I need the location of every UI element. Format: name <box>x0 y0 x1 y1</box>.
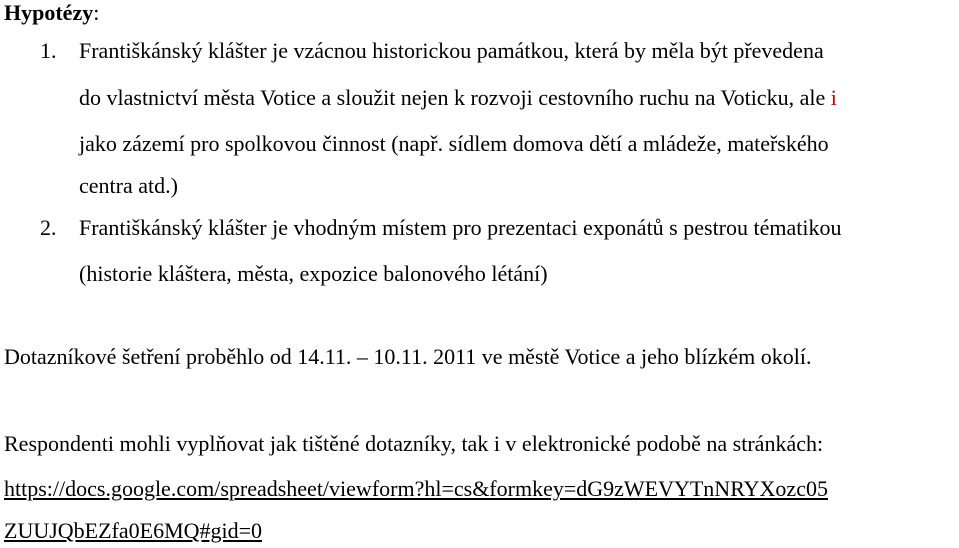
survey-period-text: Dotazníkové šetření proběhlo od 14.11. – 10.11. 2011 ve městě Votice a jeho blízkém okolí. <box>4 344 812 369</box>
survey-link-2[interactable]: ZUUJQbEZfa0E6MQ#gid=0 <box>4 518 263 543</box>
hypothesis-1-text-1: Františkánský klášter je vzácnou historickou památkou, která by měla být převedena <box>79 38 824 63</box>
hypothesis-1-line-2 <box>79 85 837 111</box>
heading-colon: : <box>93 0 100 25</box>
hypothesis-1-line-1 <box>40 38 824 64</box>
hypothesis-1-text-4: centra atd.) <box>79 173 178 198</box>
heading <box>4 0 99 26</box>
respondents-text: Respondenti mohli vyplňovat jak tištěné dotazníky, tak i v elektronické podobě na stránkách: <box>4 431 824 456</box>
hypothesis-2-number: 2. <box>40 215 57 240</box>
hypothesis-1-line-3 <box>79 131 829 157</box>
hypothesis-1-text-2: do vlastnictví města Votice a sloužit nejen k rozvoji cestovního ruchu na Voticku, ale <box>79 85 826 110</box>
hypothesis-2-text-1: Františkánský klášter je vhodným místem pro prezentaci exponátů s pestrou tématikou <box>79 215 842 240</box>
survey-link-line-1 <box>4 476 828 502</box>
hypothesis-2-line-2 <box>79 261 548 287</box>
hypothesis-1-text-3: jako zázemí pro spolkovou činnost (např. sídlem domova dětí a mládeže, mateřského <box>79 131 829 156</box>
survey-link-line-2 <box>4 518 262 544</box>
heading-title: Hypotézy <box>4 0 94 25</box>
hypothesis-2-line-1 <box>40 215 842 241</box>
hypothesis-1-number: 1. <box>40 38 57 63</box>
survey-link-1[interactable]: https://docs.google.com/spreadsheet/viewform?hl=cs&formkey=dG9zWEVYTnNRYXozc05 <box>4 476 828 501</box>
hypothesis-2-text-2: (historie kláštera, města, expozice balonového létání) <box>79 261 548 286</box>
hypothesis-1-line-4 <box>79 173 178 199</box>
hypothesis-1-accent-word: i <box>830 85 837 110</box>
